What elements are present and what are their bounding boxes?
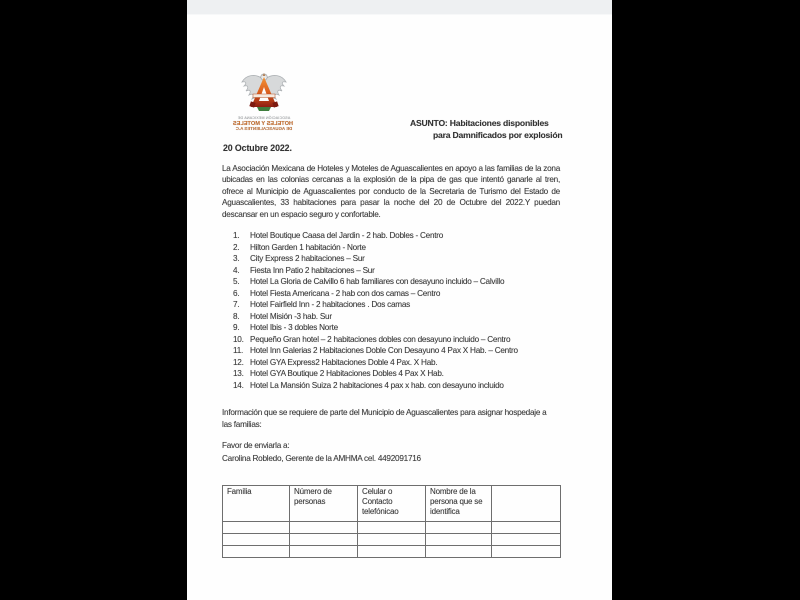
hotel-list-item (233, 253, 518, 265)
table-empty-row (223, 522, 561, 534)
hotel-list-item (233, 334, 518, 346)
hotel-item-number: 5. (233, 277, 240, 286)
document-date: 20 Octubre 2022. (223, 143, 292, 153)
hotel-list (233, 230, 518, 391)
hotel-list-item (233, 345, 518, 357)
logo-org-line3: DE AGUASCALIENTES A.C (235, 125, 293, 131)
hotel-item-text: Hotel GYA Express2 Habitaciones Doble 4 Pax. X Hab. (250, 357, 438, 367)
table-empty-cell (492, 534, 561, 546)
hotel-list-item (233, 242, 518, 254)
hotel-item-number: 1. (233, 231, 240, 240)
logo-org-line1: ASOCIACIÓN MEXICANA DE (237, 116, 291, 120)
table-empty-cell (358, 522, 426, 534)
hotel-item-text: Hotel Misión -3 hab. Sur (250, 311, 332, 321)
logo-org-line2: HOTELES Y MOTELES (232, 120, 293, 127)
table-header-cell: Nombre de la persona que se identifica (426, 486, 492, 522)
hotel-list-item (233, 380, 518, 392)
table-empty-cell (492, 522, 561, 534)
hotel-item-number: 3. (233, 254, 240, 263)
hotel-list-item (233, 322, 518, 334)
table-empty-cell (223, 546, 290, 558)
hotel-item-text: Hotel La Gloria de Calvillo 6 hab familiares con desayuno incluido – Calvillo (250, 277, 505, 286)
hotel-item-number: 9. (233, 323, 240, 332)
table-header-cell: Número de personas (290, 486, 358, 522)
table-empty-cell (426, 522, 492, 534)
contact-line: Carolina Robledo, Gerente de la AMHMA cel. 4492091716 (222, 454, 421, 463)
table-empty-cell (426, 534, 492, 546)
hotel-item-number: 13. (233, 369, 244, 378)
hotel-item-text: Hotel Fairfield Inn - 2 habitaciones . Dos camas (250, 300, 411, 309)
hotel-item-number: 8. (233, 311, 240, 321)
hotel-item-number: 4. (233, 265, 240, 275)
table-header-cell: Familia (223, 486, 290, 522)
send-to-label: Favor de enviarla a: (222, 441, 290, 450)
hotel-list-item (233, 276, 518, 288)
subject-line2: para Damnificados por explosión (433, 129, 563, 140)
logo-org-name-mirrored (232, 116, 293, 132)
family-roster-table (222, 485, 561, 558)
table-header-cell (492, 486, 561, 522)
hotel-list-item (233, 357, 518, 369)
hotel-item-text: City Express 2 habitaciones – Sur (250, 254, 365, 263)
hotel-list-item (233, 230, 518, 242)
hotel-item-text: Hotel Ibis - 3 dobles Norte (250, 323, 338, 332)
hotel-list-item (233, 311, 518, 323)
hotel-list-item (233, 368, 518, 380)
hotel-item-text: Hotel Fiesta Americana - 2 hab con dos camas – Centro (250, 288, 441, 298)
hotel-list-item (233, 265, 518, 277)
eagle-emblem-icon (238, 70, 290, 116)
hotel-item-number: 7. (233, 300, 240, 309)
hotel-list-item (233, 288, 518, 300)
table-empty-cell (492, 546, 561, 558)
page-top-strip (187, 0, 612, 15)
table-empty-cell (290, 546, 358, 558)
table-empty-row (223, 534, 561, 546)
hotel-item-text: Hotel La Mansión Suiza 2 habitaciones 4 pax x hab. con desayuno incluido (250, 380, 504, 390)
document-page (187, 0, 612, 600)
hotel-item-text: Hotel Inn Galerias 2 Habitaciones Doble Con Desayuno 4 Pax X Hab. – Centro (250, 346, 518, 355)
info-request-paragraph: Información que se requiere de parte del Municipio de Aguascalientes para asignar hospedaje a las familias: (222, 408, 547, 429)
table-empty-cell (426, 546, 492, 558)
table-empty-cell (290, 522, 358, 534)
hotel-item-text: Hotel Boutique Caasa del Jardin - 2 hab. Dobles - Centro (250, 231, 444, 240)
hotel-item-text: Hilton Garden 1 habitación - Norte (250, 242, 366, 252)
hotel-item-text: Pequeño Gran hotel – 2 habitaciones dobles con desayuno incluido – Centro (250, 334, 511, 344)
hotel-item-number: 6. (233, 288, 240, 298)
table-empty-cell (223, 534, 290, 546)
table-header-cell: Celular o Contacto telefónicao (358, 486, 426, 522)
hotel-item-number: 10. (233, 334, 244, 344)
hotel-item-text: Hotel GYA Boutique 2 Habitaciones Dobles 4 Pax X Hab. (250, 369, 444, 378)
association-logo (232, 70, 293, 132)
table-empty-cell (358, 534, 426, 546)
hotel-item-number: 14. (233, 380, 244, 390)
hotel-list-item (233, 299, 518, 311)
hotel-item-text: Fiesta Inn Patio 2 habitaciones – Sur (250, 265, 375, 275)
table-empty-cell (223, 522, 290, 534)
table-empty-cell (290, 534, 358, 546)
hotel-item-number: 12. (233, 357, 244, 367)
hotel-item-number: 2. (233, 242, 240, 252)
subject-block (410, 118, 562, 141)
subject-line1: ASUNTO: Habitaciones disponibles (410, 118, 549, 128)
hotel-item-number: 11. (233, 346, 244, 355)
table-empty-cell (358, 546, 426, 558)
intro-paragraph: La Asociación Mexicana de Hoteles y Moteles de Aguascalientes en apoyo a las familias de la zona ubicadas en las colonias cercanas a la explosión de la pipa de gas que intentó ganarle al tren, ofrece al Municipio de Aguascalientes por conducto de la Secretaria de Turismo del Estado de Aguascalientes, 33 habitaciones para pasar la noche del 20 de Octubre del 2022.Y puedan descansar en un espacio seguro y confortable. (222, 164, 560, 219)
table-header-row (223, 486, 561, 522)
table-empty-row (223, 546, 561, 558)
